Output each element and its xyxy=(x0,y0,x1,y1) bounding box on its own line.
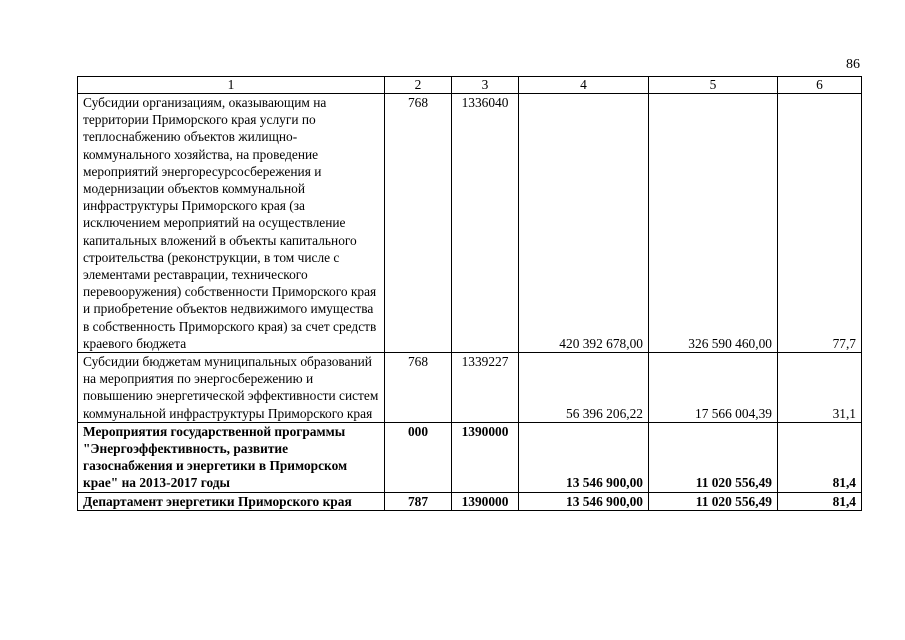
column-header-6: 6 xyxy=(778,77,862,94)
row-col6-value: 77,7 xyxy=(778,94,862,353)
row-target: 1390000 xyxy=(452,492,519,510)
row-target: 1339227 xyxy=(452,353,519,423)
row-code: 768 xyxy=(385,353,452,423)
table-row xyxy=(78,492,862,510)
table-row xyxy=(78,94,862,353)
row-col4-value: 13 546 900,00 xyxy=(519,422,649,492)
row-description: Департамент энергетики Приморского края xyxy=(78,492,385,510)
row-code: 000 xyxy=(385,422,452,492)
row-code: 787 xyxy=(385,492,452,510)
budget-table xyxy=(77,76,862,511)
row-code: 768 xyxy=(385,94,452,353)
column-header-5: 5 xyxy=(649,77,778,94)
row-col4-value: 13 546 900,00 xyxy=(519,492,649,510)
row-col6-value: 81,4 xyxy=(778,422,862,492)
row-col5-value: 17 566 004,39 xyxy=(649,353,778,423)
row-col6-value: 81,4 xyxy=(778,492,862,510)
row-target: 1336040 xyxy=(452,94,519,353)
row-description: Субсидии организациям, оказывающим на территории Приморского края услуги по теплоснабжению объектов жилищно-коммунального хозяйства, на проведение мероприятий энергоресурсосбережения и модернизации объектов коммунальной инфраструктуры Приморского края (за исключением мероприятий на осуществление капитальных вложений в объекты капитального строительства (реконструкции, в том числе с элементами реставрации, технического перевооружения) собственности Приморского края и приобретение объектов недвижимого имущества в собственность Приморского края) за счет средств краевого бюджета xyxy=(78,94,385,353)
table-row xyxy=(78,353,862,423)
column-header-1: 1 xyxy=(78,77,385,94)
column-header-2: 2 xyxy=(385,77,452,94)
page-number: 86 xyxy=(846,57,860,72)
row-col4-value: 56 396 206,22 xyxy=(519,353,649,423)
row-col5-value: 11 020 556,49 xyxy=(649,422,778,492)
row-col6-value: 31,1 xyxy=(778,353,862,423)
row-col4-value: 420 392 678,00 xyxy=(519,94,649,353)
column-header-4: 4 xyxy=(519,77,649,94)
row-target: 1390000 xyxy=(452,422,519,492)
table-row xyxy=(78,422,862,492)
table-header-row xyxy=(78,77,862,94)
row-col5-value: 326 590 460,00 xyxy=(649,94,778,353)
row-description: Мероприятия государственной программы "Энергоэффективность, развитие газоснабжения и энергетики в Приморском крае" на 2013-2017 годы xyxy=(78,422,385,492)
column-header-3: 3 xyxy=(452,77,519,94)
row-description: Субсидии бюджетам муниципальных образований на мероприятия по энергосбережению и повышению энергетической эффективности систем коммунальной инфраструктуры Приморского края xyxy=(78,353,385,423)
row-col5-value: 11 020 556,49 xyxy=(649,492,778,510)
